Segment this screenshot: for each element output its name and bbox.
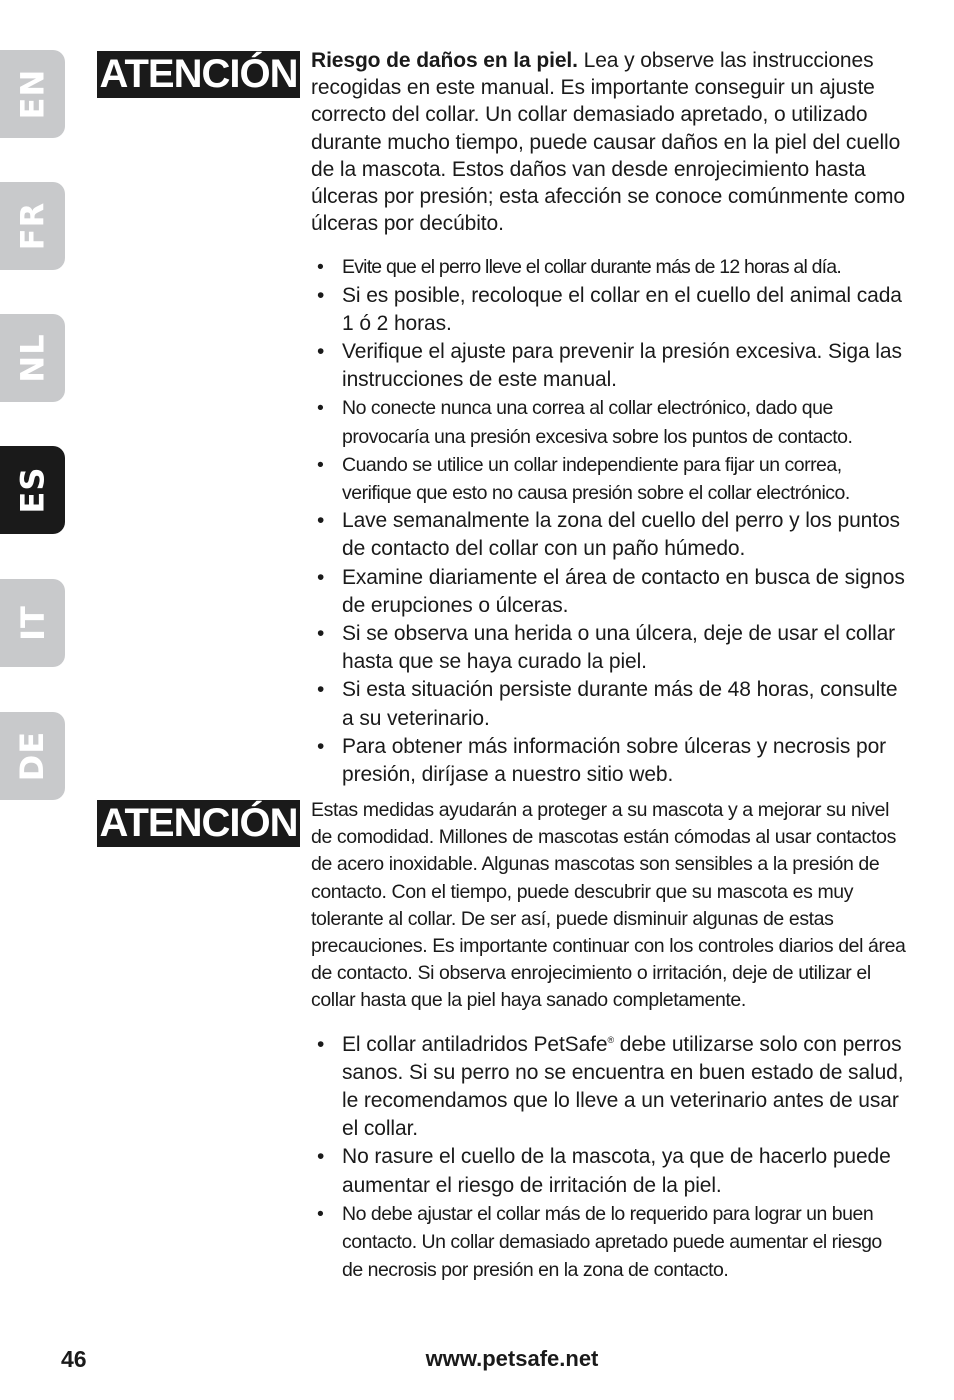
warning-intro-text: Lea y observe las instrucciones recogidas en este manual. Es importante conseguir un ajuste correcto del collar. Un collar demasiado apretado, o utilizado durante mucho tiempo, puede causar daños en la piel del cuello de la mascota. Estos daños van desde enrojecimiento hasta úlceras por presión; esta afección se conoce comúnmente como úlceras por decúbito.	[311, 49, 905, 236]
language-tab-label: NL	[13, 333, 52, 383]
list-item	[311, 1031, 907, 1144]
language-tab-label: FR	[13, 201, 52, 251]
list-item: • Verifique el ajuste para prevenir la presión excesiva. Siga las instrucciones de este manual.	[311, 338, 907, 394]
warning-section-comfort	[311, 797, 907, 1284]
language-tab-en[interactable]	[0, 50, 65, 138]
language-tab-es[interactable]	[0, 446, 65, 534]
list-item: • Si es posible, recoloque el collar en el cuello del animal cada 1 ó 2 horas.	[311, 282, 907, 338]
list-item: • No debe ajustar el collar más de lo requerido para lograr un buen contacto. Un collar demasiado apretado puede aumentar el riesgo de necrosis por presión en la zona de contacto.	[311, 1200, 907, 1285]
list-item: • Si se observa una herida o una úlcera, deje de usar el collar hasta que se haya curado la piel.	[311, 620, 907, 676]
page-number: 46	[61, 1346, 87, 1372]
list-item: • No conecte nunca una correa al collar electrónico, dado que provocaría una presión excesiva sobre los puntos de contacto.	[311, 394, 907, 450]
warning-section-skin-risk	[311, 47, 907, 789]
warning-intro	[311, 47, 907, 237]
precautions-list	[311, 1031, 907, 1285]
list-item: • Lave semanalmente la zona del cuello del perro y los puntos de contacto del collar con un paño húmedo.	[311, 507, 907, 563]
list-item: • Si esta situación persiste durante más de 48 horas, consulte a su veterinario.	[311, 676, 907, 732]
list-item: • No rasure el cuello de la mascota, ya que de hacerlo puede aumentar el riesgo de irritación de la piel.	[311, 1143, 907, 1199]
list-item-text: debe utilizarse solo con perros sanos. Si su perro no se encuentra en buen estado de salud, le recomendamos que lo lleve a un veterinario antes de usar el collar.	[342, 1032, 904, 1141]
language-tab-label: EN	[13, 68, 52, 120]
warning-badge: ATENCIÓN	[97, 51, 300, 98]
precautions-list	[311, 253, 907, 789]
list-item: • Para obtener más información sobre úlceras y necrosis por presión, diríjase a nuestro sitio web.	[311, 733, 907, 789]
warning-badge: ATENCIÓN	[97, 800, 300, 847]
list-item: • Examine diariamente el área de contacto en busca de signos de erupciones o úlceras.	[311, 564, 907, 620]
language-tab-de[interactable]	[0, 712, 65, 800]
language-tab-it[interactable]	[0, 579, 65, 667]
language-tab-label: DE	[13, 730, 52, 782]
language-tab-label: IT	[13, 605, 52, 641]
list-item-text: El collar antiladridos PetSafe	[342, 1032, 608, 1056]
warning-heading: Riesgo de daños en la piel.	[311, 49, 578, 72]
warning-intro: Estas medidas ayudarán a proteger a su mascota y a mejorar su nivel de comodidad. Millones de mascotas están cómodas al usar contactos de acero inoxidable. Algunas mascotas son sensibles a la presión de contacto. Con el tiempo, puede descubrir que su mascota es muy tolerante al collar. De ser así, puede disminuir algunas de estas precauciones. Es importante continuar con los controles diarios del área de contacto. Si observa enrojecimiento o irritación, deje de utilizar el collar hasta que la piel haya sanado completamente.	[311, 799, 906, 1012]
list-item: • Cuando se utilice un collar independiente para fijar un correa, verifique que esto no causa presión sobre el collar electrónico.	[311, 451, 907, 507]
language-tab-nl[interactable]	[0, 314, 65, 402]
list-item: • Evite que el perro lleve el collar durante más de 12 horas al día.	[311, 253, 907, 281]
website-url[interactable]: www.petsafe.net	[425, 1346, 599, 1371]
language-tab-fr[interactable]	[0, 182, 65, 270]
registered-mark: ®	[607, 1034, 615, 1045]
language-tab-label: ES	[13, 466, 52, 514]
